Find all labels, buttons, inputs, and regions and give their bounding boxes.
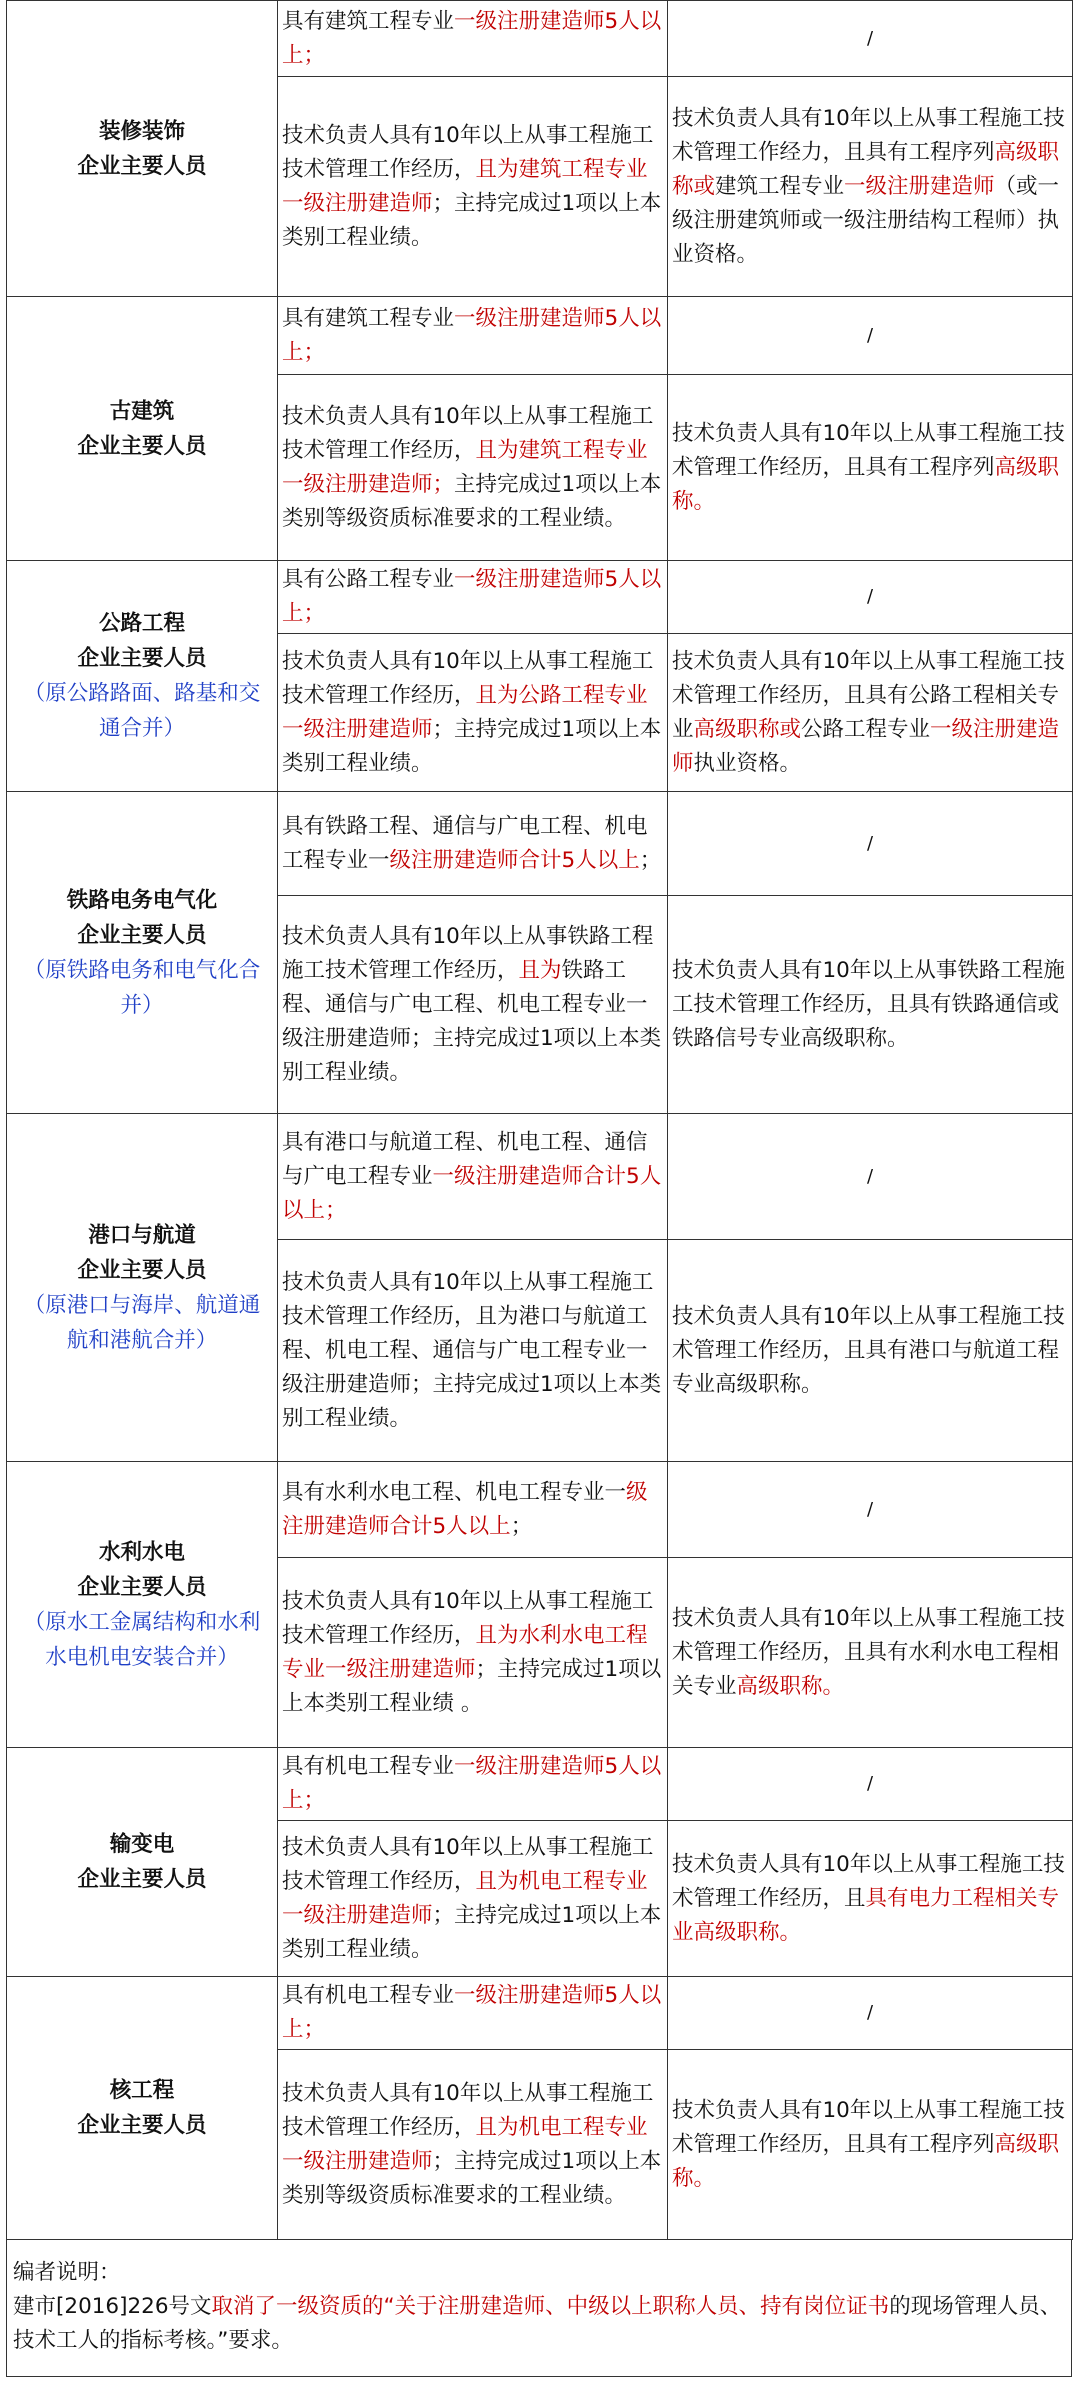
requirement-cell [668,1558,1073,1748]
editor-note-title: 编者说明： [13,2260,121,2285]
text-segment: 具有建筑工程专业 [282,8,455,34]
highlight-segment: 且为水利水电工程专业一级注册建造师 [282,1622,648,1682]
table-row [7,1748,1073,1821]
slash-cell: / [668,1748,1073,1821]
category-name: 古建筑 [109,398,175,424]
category-cell [7,1462,278,1748]
highlight-segment: 级注册建造师合计5人以上 [282,1479,648,1539]
text-segment: 技术负责人具有10年以上从事工程施工技术管理工作经历，且 [672,1851,1065,1911]
highlight-segment: 高级职称。 [672,2131,1060,2191]
text-segment: 技术负责人具有10年以上从事工程施工技术管理工作经历，且具有港口与航道工程专业高级职称。 [672,1303,1065,1397]
table-row [7,792,1073,896]
text-segment: 技术负责人具有10年以上从事工程施工技术管理工作经历，且具有水利水电工程相关专业 [672,1605,1065,1699]
category-note: （原水工金属结构和水利水电机电安装合并） [23,1609,261,1670]
category-note: （原公路路面、路基和交通合并） [23,681,261,741]
category-sub: 企业主要人员 [77,922,207,948]
text-segment: 具有港口与航道工程、机电工程、通信与广电工程专业 [282,1129,648,1189]
highlight-segment: 且为公路工程专业一级注册建造师 [282,682,648,742]
requirement-cell [278,297,668,375]
text-segment: 技术负责人具有10年以上从事工程施工技术管理工作经历，且具有工程序列 [672,420,1065,480]
text-segment: 技术负责人具有10年以上从事工程施工技术管理工作经历， [282,1834,654,1894]
text-segment: 技术负责人具有10年以上从事工程施工技术管理工作经力，且具有工程序列 [672,105,1065,165]
highlight-segment: 高级职称或 [672,139,1060,199]
slash-cell: / [668,1462,1073,1558]
editor-note [6,2240,1072,2377]
text-segment: 技术负责人具有10年以上从事工程施工技术管理工作经历， [282,648,654,708]
text-segment: 技术负责人具有10年以上从事铁路工程施工技术管理工作经历，且具有铁路通信或铁路信号专业高级职称。 [672,957,1065,1051]
requirement-cell [278,1462,668,1558]
slash-cell: / [668,1114,1073,1240]
highlight-segment: 且为机电工程专业一级注册建造师 [282,1868,648,1928]
requirement-cell [278,1821,668,1977]
text-segment: 建市[2016]226号文 [13,2294,212,2319]
slash-cell: / [668,792,1073,896]
requirement-cell [278,1977,668,2050]
requirement-cell [668,1821,1073,1977]
text-segment: 的现场管理人员、技术工人的指标考核。”要求。 [13,2294,1062,2353]
highlight-segment: 取消了一级资质的“关于注册建造师、中级以上职称人员、持有岗位证书 [211,2294,890,2319]
text-segment: 技术负责人具有10年以上从事工程施工技术管理工作经历，且具有公路工程相关专业 [672,648,1065,742]
requirement-cell [668,1240,1073,1462]
requirement-cell [278,77,668,297]
category-sub: 企业主要人员 [77,646,207,671]
text-segment: 具有机电工程专业 [282,1983,455,2008]
highlight-segment: 一级注册建造师 [672,716,1060,776]
highlight-segment: 且为 [518,957,562,983]
highlight-segment: 一级注册建造师合计5人以上； [282,1163,662,1223]
table-row [7,1462,1073,1558]
text-segment: 技术负责人具有10年以上从事工程施工技术管理工作经历，且为港口与航道工程、机电工程、通信与广电工程专业一级注册建造师；主持完成过1项以上本类别工程业绩。 [282,1269,662,1431]
text-segment: 主持完成过1项以上本类别等级资质标准要求的工程业绩。 [282,471,662,531]
editor-note-body [13,2290,1065,2358]
category-name: 输变电 [109,1832,175,1857]
text-segment: 具有铁路工程、通信与广电工程、机电工程专业一 [282,813,648,873]
text-segment: 执业资格。 [693,750,802,776]
text-segment: 技术负责人具有10年以上从事工程施工技术管理工作经历， [282,1588,654,1648]
table-row [7,561,1073,634]
highlight-segment: 一级注册建造师5人以上； [282,305,662,365]
category-name: 装修装饰 [98,118,185,144]
requirement-cell [278,896,668,1114]
text-segment: ； [639,847,662,873]
highlight-segment: 一级注册建造师5人以上； [282,567,662,626]
category-sub: 企业主要人员 [77,433,207,459]
text-segment: ；主持完成过1项以上本类别等级资质标准要求的工程业绩。 [282,2148,662,2208]
requirement-cell [668,375,1073,561]
requirement-cell [278,792,668,896]
text-segment: ；主持完成过1项以上本类别工程业绩。 [282,190,662,250]
text-segment: ；主持完成过1项以上本类别工程业绩 。 [282,1656,662,1716]
table-row [7,297,1073,375]
requirement-cell [278,1114,668,1240]
category-name: 铁路电务电气化 [66,887,218,913]
category-sub: 企业主要人员 [77,1257,207,1283]
text-segment: ；主持完成过1项以上本类别工程业绩。 [282,1902,662,1962]
requirement-cell [278,1748,668,1821]
qualification-table [6,0,1073,2240]
requirement-cell [278,1,668,77]
requirement-cell [668,77,1073,297]
category-sub: 企业主要人员 [77,2113,207,2138]
text-segment: 具有机电工程专业 [282,1754,455,1779]
text-segment: 具有公路工程专业 [282,567,455,592]
highlight-segment: 一级注册建造师5人以上； [282,8,662,68]
table-row [7,1,1073,77]
category-cell [7,1748,278,1977]
text-segment: 技术负责人具有10年以上从事工程施工技术管理工作经历，且具有工程序列 [672,2097,1065,2157]
slash-cell: / [668,561,1073,634]
category-name: 公路工程 [98,611,185,636]
category-cell [7,297,278,561]
highlight-segment: 具有电力工程相关专业高级职称。 [672,1885,1060,1945]
highlight-segment: 级注册建造师合计5人以上 [389,847,640,873]
text-segment: 具有建筑工程专业 [282,305,455,331]
category-note: （原港口与海岸、航道通航和港航合并） [23,1292,261,1353]
highlight-segment: 高级职称。 [736,1673,845,1699]
text-segment: 具有水利水电工程、机电工程专业一 [282,1479,627,1505]
highlight-segment: 高级职称。 [672,454,1060,514]
requirement-cell [278,2050,668,2240]
requirement-cell [668,634,1073,792]
category-cell [7,1,278,297]
requirement-cell [278,634,668,792]
text-segment: 技术负责人具有10年以上从事工程施工技术管理工作经历， [282,122,654,182]
requirement-cell [668,2050,1073,2240]
requirement-cell [668,896,1073,1114]
highlight-segment: 一级注册建造师 [844,173,995,199]
table-row [7,1977,1073,2050]
slash-cell: / [668,1,1073,77]
requirement-cell [278,1558,668,1748]
requirement-cell [278,375,668,561]
text-segment: 建筑工程专业 [715,173,845,199]
text-segment: 铁路工程、通信与广电工程、机电工程专业一级注册建造师；主持完成过1项以上本类别工程业绩。 [282,957,662,1085]
text-segment: 技术负责人具有10年以上从事铁路工程施工技术管理工作经历， [282,923,654,983]
category-name: 水利水电 [98,1539,185,1565]
highlight-segment: 高级职称或 [693,716,802,742]
text-segment: ； [510,1513,533,1539]
highlight-segment: 且为机电工程专业一级注册建造师 [282,2114,648,2174]
highlight-segment: 且为建筑工程专业一级注册建造师 [282,156,648,216]
category-cell [7,561,278,792]
requirement-cell [278,1240,668,1462]
highlight-segment: 一级注册建造师5人以上； [282,1754,662,1813]
category-cell [7,1977,278,2240]
text-segment: 公路工程专业 [801,716,931,742]
category-sub: 企业主要人员 [77,1867,207,1892]
category-cell [7,1114,278,1462]
table-row [7,1114,1073,1240]
slash-cell: / [668,1977,1073,2050]
requirement-cell [278,561,668,634]
text-segment: 技术负责人具有10年以上从事工程施工技术管理工作经历， [282,2080,654,2140]
highlight-segment: 且为建筑工程专业一级注册建造师； [282,437,648,497]
category-cell [7,792,278,1114]
category-name: 港口与航道 [88,1222,196,1248]
text-segment: ；主持完成过1项以上本类别工程业绩。 [282,716,662,776]
qualification-document [6,0,1072,2377]
text-segment: 技术负责人具有10年以上从事工程施工技术管理工作经历， [282,403,654,463]
category-name: 核工程 [109,2078,175,2103]
text-segment: （或一级注册建筑师或一级注册结构工程师）执业资格。 [672,173,1060,267]
category-note: （原铁路电务和电气化合并） [23,957,261,1018]
category-sub: 企业主要人员 [77,153,207,179]
slash-cell: / [668,297,1073,375]
category-sub: 企业主要人员 [77,1574,207,1600]
highlight-segment: 一级注册建造师5人以上； [282,1983,662,2042]
